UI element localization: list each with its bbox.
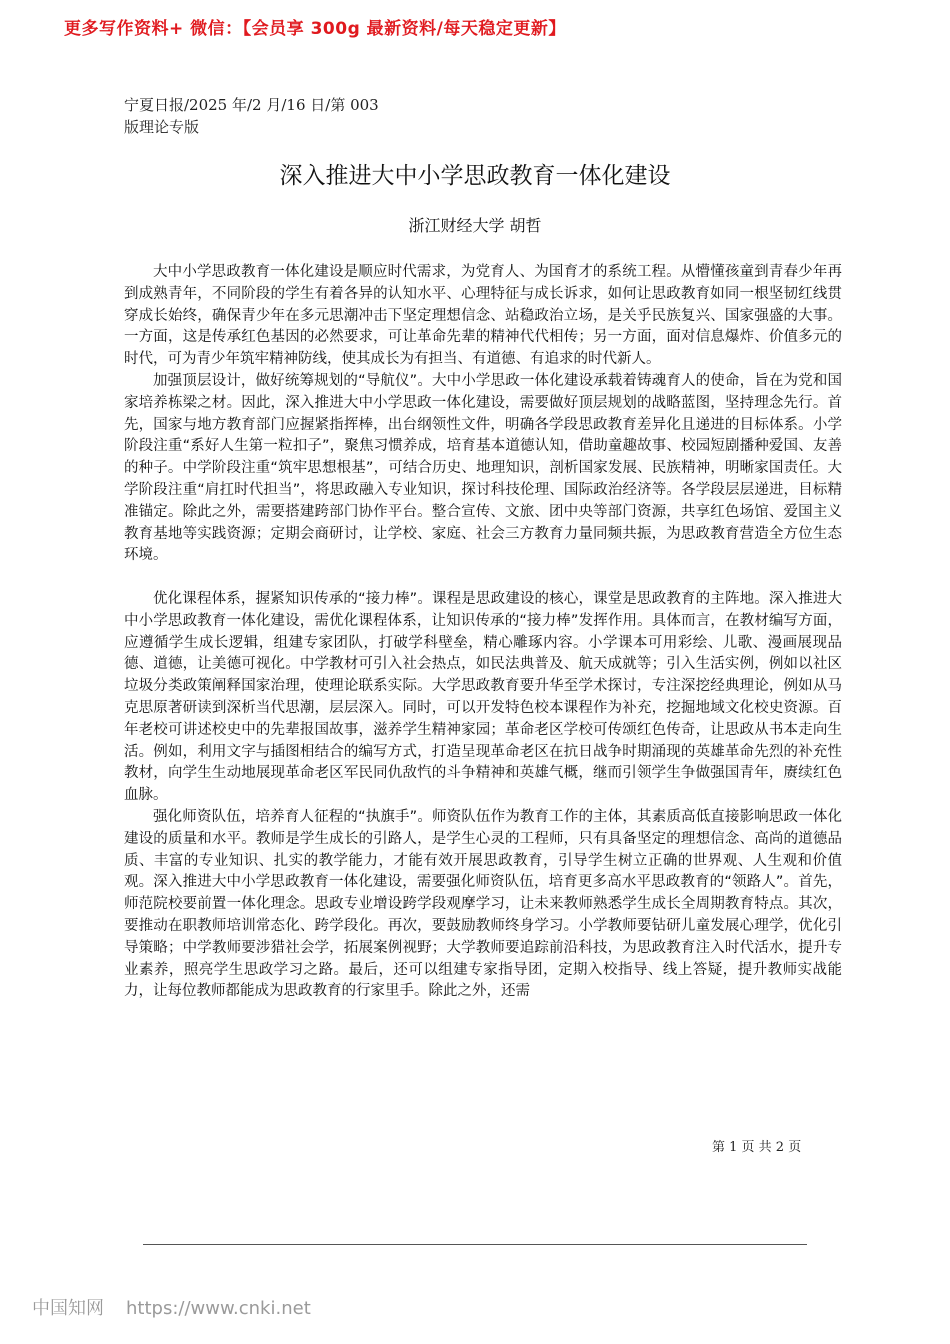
- article-title: 深入推进大中小学思政教育一体化建设: [279, 163, 671, 189]
- article-author: 浙江财经大学 胡哲: [408, 216, 542, 235]
- footer-url[interactable]: https://www.cnki.net: [126, 1298, 311, 1319]
- paragraph: 加强顶层设计，做好统筹规划的“导航仪”。大中小学思政一体化建设承载着铸魂育人的使命，旨在为党和国家培养栋梁之材。因此，深入推进大中小学思政一体化建设，需要做好顶层规划的战略蓝图，坚持理念先行。首先，国家与地方教育部门应握紧指挥棒，出台纲领性文件，明确各学段思政教育差异化且递进的目标体系。小学阶段注重“系好人生第一粒扣子”，聚焦习惯养成，培育基本道德认知，借助童趣故事、校园短剧播种爱国、友善的种子。中学阶段注重“筑牢思想根基”，可结合历史、地理知识，剖析国家发展、民族精神，明晰家国责任。大学阶段注重“肩扛时代担当”，将思政融入专业知识，探讨科技伦理、国际政治经济等。各学段层层递进，目标精准锚定。除此之外，需要搭建跨部门协作平台。整合宣传、文旅、团中央等部门资源，共享红色场馆、爱国主义教育基地等实践资源；定期会商研讨，让学校、家庭、社会三方教育力量同频共振，为思政教育营造全方位生态环境。: [124, 372, 842, 564]
- footer-divider: [143, 1244, 807, 1245]
- promo-banner: 更多写作资料+ 微信：【会员享 300g 最新资料/每天稳定更新】: [64, 19, 566, 39]
- article-body: [124, 262, 842, 1003]
- paragraph: 强化师资队伍，培养育人征程的“执旗手”。师资队伍作为教育工作的主体，其素质高低直接影响思政一体化建设的质量和水平。教师是学生成长的引路人，是学生心灵的工程师，只有具备坚定的理想信念、高尚的道德品质、丰富的专业知识、扎实的教学能力，才能有效开展思政教育，引导学生树立正确的世界观、人生观和价值观。深入推进大中小学思政教育一体化建设，需要强化师资队伍，培育更多高水平思政教育的“领路人”。首先，师范院校要前置一体化理念。思政专业增设跨学段观摩学习，让未来教师熟悉学生成长全周期教育特点。其次，要推动在职教师培训常态化、跨学段化。再次，要鼓励教师终身学习。小学教师要钻研儿童发展心理学，优化引导策略；中学教师要涉猎社会学，拓展案例视野；大学教师要追踪前沿科技，为思政教育注入时代活水，提升专业素养，照亮学生思政学习之路。最后，还可以组建专家指导团，定期入校指导、线上答疑，提升教师实战能力，让每位教师都能成为思政教育的行家里手。除此之外，还需: [124, 808, 842, 1000]
- paragraph: 优化课程体系，握紧知识传承的“接力棒”。课程是思政建设的核心，课堂是思政教育的主阵地。深入推进大中小学思政教育一体化建设，需优化课程体系，让知识传承的“接力棒”发挥作用。具体而言，在教材编写方面，应遵循学生成长逻辑，组建专家团队，打破学科壁垒，精心雕琢内容。小学课本可用彩绘、儿歌、漫画展现品德、道德，让美德可视化。中学教材可引入社会热点，如民法典普及、航天成就等；引入生活实例，例如以社区垃圾分类政策阐释国家治理，使理论联系实际。大学思政教育要升华至学术探讨，专注深挖经典理论，例如从马克思原著研读到深析当代思潮，层层深入。同时，可以开发特色校本课程作为补充，挖掘地域文化校史资源。百年老校可讲述校史中的先辈报国故事，滋养学生精神家园；革命老区学校可传颂红色传奇，让思政从书本走向生活。例如，利用文字与插图相结合的编写方式，打造呈现革命老区在抗日战争时期涌现的英雄革命先烈的补充性教材，向学生生动地展现革命老区军民同仇敌忾的斗争精神和英雄气概，继而引领学生争做强国青年，赓续红色血脉。: [124, 590, 842, 804]
- footer-site-name: 中国知网: [32, 1298, 104, 1319]
- footer-watermark: [32, 1294, 311, 1320]
- page-number: 第 1 页 共 2 页: [712, 1140, 802, 1155]
- source-citation: 宁夏日报/2025 年/2 月/16 日/第 003 版理论专版: [124, 96, 379, 136]
- paragraph: 大中小学思政教育一体化建设是顺应时代需求，为党育人、为国育才的系统工程。从懵懂孩童到青春少年再到成熟青年，不同阶段的学生有着各异的认知水平、心理特征与成长诉求，如何让思政教育如同一根坚韧红线贯穿成长始终，确保青少年在多元思潮冲击下坚定理想信念、站稳政治立场，是关乎民族复兴、国家强盛的大事。一方面，这是传承红色基因的必然要求，可让革命先辈的精神代代相传；另一方面，面对信息爆炸、价值多元的时代，可为青少年筑牢精神防线，使其成长为有担当、有道德、有追求的时代新人。: [124, 264, 842, 368]
